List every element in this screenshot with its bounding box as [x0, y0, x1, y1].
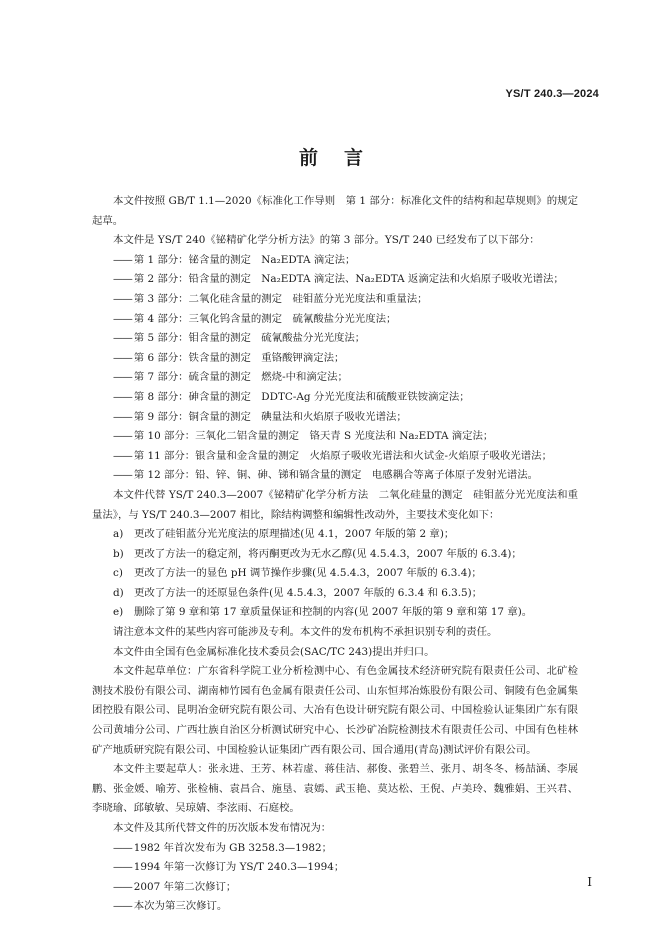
paragraph-drafting-rules: 本文件按照 GB/T 1.1—2020《标准化工作导则 第 1 部分：标准化文件的结构和起草规则》的规定起草。: [92, 195, 578, 227]
list-item-part-6: —— 第 6 部分：铁含量的测定 重铬酸钾滴定法；: [92, 349, 578, 369]
list-item-history-3: —— 2007 年第二次修订；: [92, 878, 578, 898]
list-item-part-12: —— 第 12 部分：铅、锌、铜、砷、锑和镉含量的测定 电感耦合等离子体原子发射光谱法。: [92, 466, 578, 486]
list-item-part-1: —— 第 1 部分：铋含量的测定 Na₂EDTA 滴定法；: [92, 251, 578, 271]
paragraph-drafters: 本文件主要起草人：张永进、王芳、林若虚、蒋佳洁、郝俊、张碧兰、张月、胡冬冬、杨喆涵、李展鹏、张金媛、喻芳、张检楠、袁昌合、施垦、袁嫣、武玉艳、莫达松、王倪、卢美玲、魏雅娟、王兴君、李晓瑜、邱敏敏、吴琼婧、李泫雨、石庭校。: [92, 763, 578, 815]
list-item-change-c: [92, 564, 578, 584]
change-text: 更改了方法一的稳定剂，将丙酮更改为无水乙醇(见 4.5.4.3，2007 年版的 6.3.4)；: [134, 547, 522, 560]
list-item-part-3: —— 第 3 部分：二氧化硅含量的测定 硅钼蓝分光光度法和重量法；: [92, 290, 578, 310]
change-text: 更改了方法一的还原显色条件(见 4.5.4.3，2007 年版的 6.3.4 和 6.3.5)；: [134, 586, 483, 599]
paragraph-history-intro: 本文件及其所代替文件的历次版本发布情况为：: [113, 822, 332, 834]
list-item-part-4: —— 第 4 部分：三氧化钨含量的测定 硫氰酸盐分光光度法；: [92, 310, 578, 330]
change-text: 更改了方法一的显色 pH 调节操作步骤(见 4.5.4.3，2007 年版的 6.3.4)；: [134, 567, 482, 580]
list-item-part-8: —— 第 8 部分：砷含量的测定 DDTC-Ag 分光光度法和硫酸亚铁铵滴定法；: [92, 388, 578, 408]
list-item-history-2: —— 1994 年第一次修订为 YS/T 240.3—1994；: [92, 858, 578, 878]
parts-list: [92, 251, 578, 486]
change-text: 删除了第 9 章和第 17 章质量保证和控制的内容(见 2007 年版的第 9 章和第 17 章)。: [134, 606, 533, 619]
list-item-change-a: [92, 525, 578, 545]
paragraph-committee: 本文件由全国有色金属标准化技术委员会(SAC/TC 243)提出并归口。: [113, 645, 435, 658]
change-marker: a): [113, 528, 124, 541]
change-text: 更改了硅钼蓝分光光度法的原理描述(见 4.1，2007 年版的第 2 章)；: [134, 528, 455, 541]
changes-list: [92, 525, 578, 623]
list-item-part-10: —— 第 10 部分：三氧化二铝含量的测定 铬天青 S 光度法和 Na₂EDTA 滴定法；: [92, 427, 578, 447]
change-marker: d): [113, 586, 124, 599]
list-item-history-4: —— 本次为第三次修订。: [92, 897, 578, 917]
change-marker: e): [113, 606, 124, 619]
change-marker: b): [113, 547, 124, 560]
standard-code: YS/T 240.3—2024: [505, 88, 599, 100]
history-list: [92, 839, 578, 917]
page-title: 前言: [298, 147, 389, 169]
change-marker: c): [113, 567, 123, 580]
list-item-part-11: —— 第 11 部分：银含量和金含量的测定 火焰原子吸收光谱法和火试金-火焰原子吸收光谱法；: [92, 447, 578, 467]
list-item-change-b: [92, 545, 578, 565]
list-item-part-9: —— 第 9 部分：铜含量的测定 碘量法和火焰原子吸收光谱法；: [92, 408, 578, 428]
paragraph-drafting-units: 本文件起草单位：广东省科学院工业分析检测中心、有色金属技术经济研究院有限责任公司、北矿检测技术股份有限公司、湖南柿竹园有色金属有限责任公司、山东恒邦冶炼股份有限公司、铜陵有色金属集团控股有限公司、昆明冶金研究院有限公司、大冶有色设计研究院有限公司、中国检验认证集团广东有限公司黄埔分公司、广西壮族自治区分析测试研究中心、长沙矿冶院检测技术有限责任公司、中国有色桂林矿产地质研究院有限公司、中国检验认证集团广西有限公司、国合通用(青岛)测试评价有限公司。: [92, 665, 578, 756]
paragraph-replacement: 本文件代替 YS/T 240.3—2007《铋精矿化学分析方法 二氧化硅量的测定 硅钼蓝分光光度法和重量法》，与 YS/T 240.3—2007 相比，除结构调整和编辑性改动外，主要技术变化如下：: [92, 488, 578, 521]
paragraph-patent-notice: 请注意本文件的某些内容可能涉及专利。本文件的发布机构不承担识别专利的责任。: [113, 626, 498, 639]
list-item-history-1: —— 1982 年首次发布为 GB 3258.3—1982；: [92, 839, 578, 859]
list-item-change-d: [92, 584, 578, 604]
paragraph-series-intro: 本文件是 YS/T 240《铋精矿化学分析方法》的第 3 部分。YS/T 240 已经发布了以下部分：: [113, 234, 540, 247]
document-body: [92, 192, 578, 917]
list-item-part-5: —— 第 5 部分：钼含量的测定 硫氰酸盐分光光度法；: [92, 329, 578, 349]
list-item-part-2: —— 第 2 部分：铅含量的测定 Na₂EDTA 滴定法、Na₂EDTA 返滴定法和火焰原子吸收光谱法；: [92, 270, 578, 290]
list-item-change-e: [92, 603, 578, 623]
page-number: I: [587, 875, 592, 889]
list-item-part-7: —— 第 7 部分：硫含量的测定 燃烧-中和滴定法；: [92, 368, 578, 388]
